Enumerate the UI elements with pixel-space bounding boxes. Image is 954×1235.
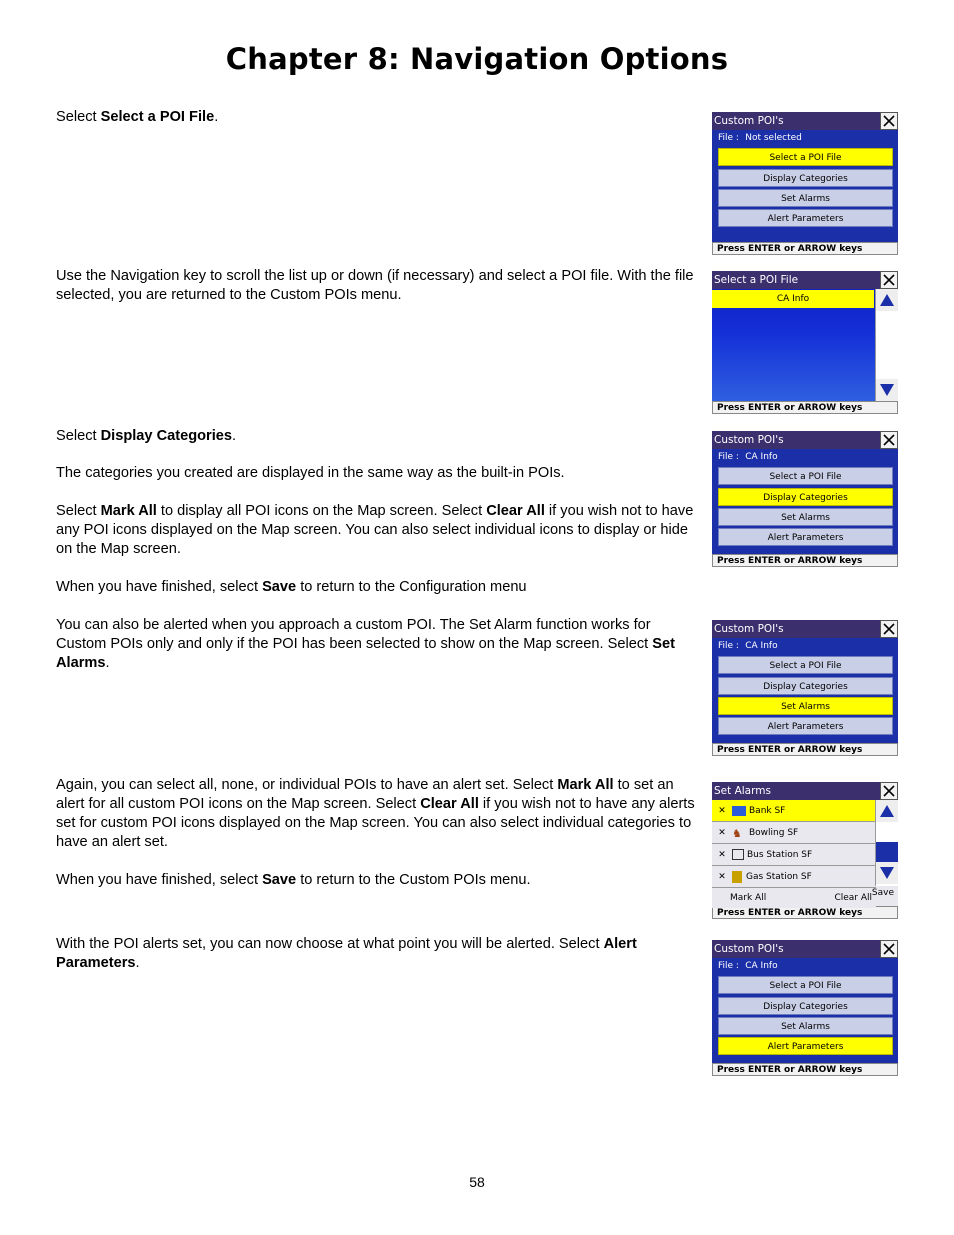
screen-titlebar: Custom POI's [712,431,898,449]
scroll-down-icon[interactable] [876,862,898,884]
check-x-icon[interactable]: ✕ [718,871,726,882]
instruction-save-config: When you have finished, select Save to return to the Configuration menu [56,579,527,595]
menu-set-alarms[interactable]: Set Alarms [718,1017,893,1035]
menu-display-categories[interactable]: Display Categories [718,488,893,506]
screen-titlebar: Set Alarms [712,782,898,800]
alarm-row-bank[interactable] [712,800,876,822]
scroll-down-icon[interactable] [876,379,898,401]
screen-custom-pois-2 [712,431,898,567]
instruction-save-custom: When you have finished, select Save to return to the Custom POIs menu. [56,872,531,888]
bank-icon [732,806,746,816]
close-icon[interactable] [880,940,898,958]
file-line: File : CA Info [718,641,778,651]
instruction-scroll-list: Use the Navigation key to scroll the list up or down (if necessary) and select a POI file. With the file selected, you are returned to the Custom POIs menu. [56,268,694,303]
alarm-item-label: Bus Station SF [747,849,813,860]
status-bar: Press ENTER or ARROW keys [712,554,898,567]
menu-alert-parameters[interactable]: Alert Parameters [718,717,893,735]
status-bar: Press ENTER or ARROW keys [712,906,898,919]
menu-select-poi-file[interactable]: Select a POI File [718,467,893,485]
status-bar: Press ENTER or ARROW keys [712,242,898,255]
menu-alert-parameters[interactable]: Alert Parameters [718,1037,893,1055]
menu-set-alarms[interactable]: Set Alarms [718,189,893,207]
check-x-icon[interactable]: ✕ [718,849,726,860]
menu-select-poi-file[interactable]: Select a POI File [718,976,893,994]
categories-description: The categories you created are displayed in the same way as the built-in POIs. [56,465,565,481]
instruction-alarm-mark-clear: Again, you can select all, none, or individual POIs to have an alert set. Select Mark All to set an alert for all custom POI icons on the Map screen. Select Clear All if you wish not to have any alerts set for custom POI icons displayed on the Map screen. You can also select individual categories to have an alert set. [56,777,695,850]
menu-set-alarms[interactable]: Set Alarms [718,508,893,526]
chapter-title: Chapter 8: Navigation Options [225,42,729,76]
menu-select-poi-file[interactable]: Select a POI File [718,148,893,166]
screen-titlebar: Custom POI's [712,620,898,638]
scroll-up-icon[interactable] [876,800,898,822]
gas-pump-icon [732,871,742,883]
status-bar: Press ENTER or ARROW keys [712,401,898,414]
status-bar: Press ENTER or ARROW keys [712,743,898,756]
scroll-thumb[interactable] [876,842,898,862]
alarm-item-label: Bowling SF [749,827,799,838]
close-icon[interactable] [880,112,898,130]
bowling-icon: ♞ [732,826,742,840]
scrollbar[interactable] [875,800,898,886]
file-line: File : CA Info [718,961,778,971]
screen-select-poi-file [712,271,898,414]
file-line: File : CA Info [718,452,778,462]
instruction-display-categories: Select Display Categories. [56,428,237,444]
close-icon[interactable] [880,782,898,800]
scrollbar[interactable] [875,289,898,401]
alarm-row-bowling[interactable] [712,822,876,844]
menu-set-alarms[interactable]: Set Alarms [718,697,893,715]
close-icon[interactable] [880,431,898,449]
menu-display-categories[interactable]: Display Categories [718,997,893,1015]
close-icon[interactable] [880,620,898,638]
menu-display-categories[interactable]: Display Categories [718,677,893,695]
screen-set-alarms [712,782,898,919]
status-bar: Press ENTER or ARROW keys [712,1063,898,1076]
screen-titlebar: Custom POI's [712,112,898,130]
save-button[interactable]: Save [871,888,894,898]
instruction-alert-parameters: With the POI alerts set, you can now choose at what point you will be alerted. Select Alert Parameters. [56,936,637,971]
screen-custom-pois-1 [712,112,898,255]
alarm-item-label: Gas Station SF [746,871,812,882]
menu-select-poi-file[interactable]: Select a POI File [718,656,893,674]
screen-titlebar: Custom POI's [712,940,898,958]
instruction-set-alarms: You can also be alerted when you approach a custom POI. The Set Alarm function works for Custom POIs only and only if the POI has been selected to show on the Map screen. Select Set Alarms. [56,617,675,671]
file-list-item-ca-info[interactable]: CA Info [712,290,874,308]
screen-custom-pois-4 [712,940,898,1076]
scroll-up-icon[interactable] [876,289,898,311]
menu-display-categories[interactable]: Display Categories [718,169,893,187]
clear-all-button[interactable]: Clear All [834,893,872,903]
alarm-button-row [712,888,876,908]
check-x-icon[interactable]: ✕ [718,827,726,838]
screen-titlebar: Select a POI File [712,271,898,289]
menu-alert-parameters[interactable]: Alert Parameters [718,209,893,227]
alarm-row-gas[interactable] [712,866,876,888]
alarm-item-label: Bank SF [749,805,786,816]
page-number: 58 [469,1174,485,1190]
menu-alert-parameters[interactable]: Alert Parameters [718,528,893,546]
instruction-mark-clear-all: Select Mark All to display all POI icons on the Map screen. Select Clear All if you wish not to have any POI icons displayed on the Map screen. You can also select individual icons to display or hide on the Map screen. [56,503,694,557]
check-x-icon[interactable]: ✕ [718,805,726,816]
bus-icon [732,849,744,860]
screen-custom-pois-3 [712,620,898,756]
mark-all-button[interactable]: Mark All [730,893,767,903]
close-icon[interactable] [880,271,898,289]
instruction-select-poi-file: Select Select a POI File. [56,109,219,125]
alarm-row-bus[interactable] [712,844,876,866]
file-line: File : Not selected [718,133,802,143]
